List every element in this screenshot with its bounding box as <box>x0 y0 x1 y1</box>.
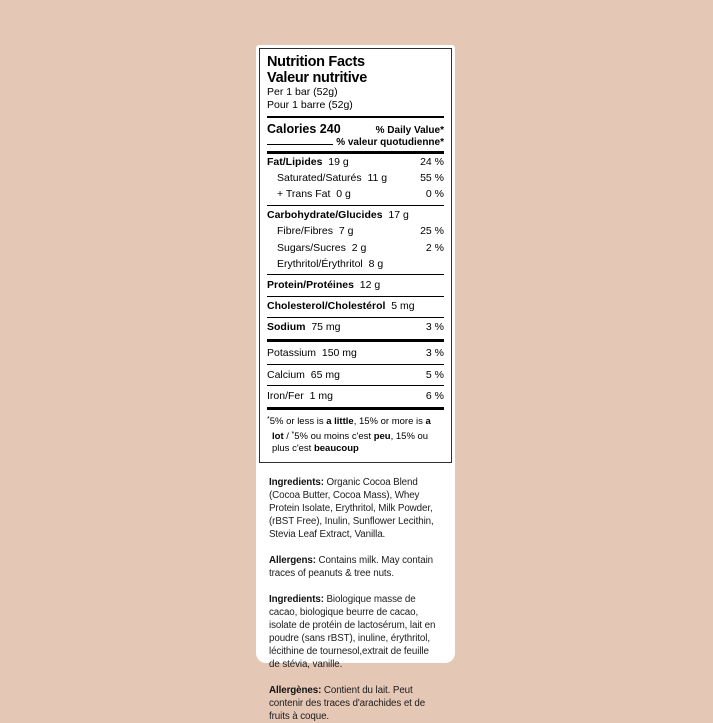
nutrient-daily-value: 24 % <box>420 155 444 168</box>
nutrient-daily-value: 55 % <box>420 171 444 184</box>
nutrient-name-amount: Cholesterol/Cholestérol 5 mg <box>267 300 415 313</box>
ingredients-paragraph: Allergènes: Contient du lait. Peut contenir des traces d'arachides et de fruits à coque. <box>269 684 426 722</box>
nutrient-daily-value: 6 % <box>425 389 444 402</box>
calories-row-2 <box>267 137 444 148</box>
calories-underline <box>267 144 333 145</box>
nutrient-name-amount: Fibre/Fibres 7 g <box>277 225 354 238</box>
nutrient-daily-value: 2 % <box>425 241 444 254</box>
nutrient-name-amount: Iron/Fer 1 mg <box>267 389 333 402</box>
nutrient-daily-value: 3 % <box>425 321 444 334</box>
serving-size-english: Per 1 bar (52g) <box>267 86 338 98</box>
nutrient-name-amount: Saturated/Saturés 11 g <box>277 171 388 184</box>
nutrient-row <box>267 388 444 404</box>
row-divider-thin <box>267 385 444 386</box>
nutrient-daily-value: 5 % <box>425 368 444 381</box>
nutrient-row <box>267 224 444 240</box>
nutrient-row <box>267 320 444 336</box>
nutrient-row <box>267 346 444 362</box>
daily-value-header-fr: % valeur quotudienne* <box>336 137 444 148</box>
nutrient-name-amount: Sugars/Sucres 2 g <box>277 241 367 254</box>
nutrient-name-amount: + Trans Fat 0 g <box>277 187 351 200</box>
nutrient-name-amount: Erythritol/Érythritol 8 g <box>277 257 384 270</box>
row-divider-thin <box>267 296 444 297</box>
nutrient-row <box>267 367 444 383</box>
ingredients-paragraph: Ingredients: Organic Cocoa Blend (Cocoa Butter, Cocoa Mass), Whey Protein Isolate, Erythritol, Milk Powder, (rBST Free), Inulin, Sunflower Lecithin, Stevia Leaf Extract, Vanilla. <box>269 476 434 540</box>
title-english: Nutrition Facts <box>267 54 365 70</box>
nutrition-label-panel <box>256 45 455 722</box>
row-divider-thick <box>267 339 444 342</box>
nutrient-name-amount: Potassium 150 mg <box>267 347 357 360</box>
nutrient-row <box>267 154 444 170</box>
ingredients-paragraph: Allergens: Contains milk. May contain traces of peanuts & tree nuts. <box>269 554 434 579</box>
nutrient-row <box>267 277 444 293</box>
nutrient-daily-value: 25 % <box>420 225 444 238</box>
daily-value-header-en: % Daily Value* <box>375 125 444 136</box>
row-divider-thin <box>267 274 444 275</box>
title-french: Valeur nutritive <box>267 70 367 86</box>
nutrient-row <box>267 299 444 315</box>
nutrient-row <box>267 256 444 272</box>
ingredients-paragraph: Ingredients: Biologique masse de cacao, biologique beurre de cacao, isolate de protéin de lactosérum, lait en poudre (sans rBST), inuline, érythritol, lécithine de tournesol,extrait de feuille de stévia, vanille. <box>269 593 436 670</box>
nutrient-row <box>267 170 444 186</box>
calories-value: Calories 240 <box>267 122 341 136</box>
row-divider-thin <box>267 364 444 365</box>
nutrition-facts-table <box>259 48 452 463</box>
calories-row <box>267 122 444 136</box>
nutrient-row <box>267 186 444 202</box>
nutrient-row <box>267 208 444 224</box>
serving-size-french: Pour 1 barre (52g) <box>267 98 353 111</box>
nutrient-rows <box>267 154 444 404</box>
daily-value-footnote: *5% or less is a little, 15% or more is a lot / *5% ou moins c'est peu, 15% ou plus c'est beaucoup <box>267 416 431 455</box>
nutrient-name-amount: Fat/Lipides 19 g <box>267 155 349 168</box>
nutrient-name-amount: Sodium 75 mg <box>267 321 341 334</box>
divider-thick-bottom <box>267 407 444 410</box>
divider-medium <box>267 116 444 118</box>
nutrient-row <box>267 240 444 256</box>
nutrient-daily-value: 0 % <box>425 187 444 200</box>
nutrient-daily-value: 3 % <box>425 347 444 360</box>
row-divider-thin <box>267 317 444 318</box>
nutrient-name-amount: Carbohydrate/Glucides 17 g <box>267 209 409 222</box>
nutrient-name-amount: Calcium 65 mg <box>267 368 340 381</box>
nutrient-name-amount: Protein/Protéines 12 g <box>267 278 381 291</box>
ingredients-section <box>256 466 455 723</box>
row-divider-thin <box>267 205 444 206</box>
